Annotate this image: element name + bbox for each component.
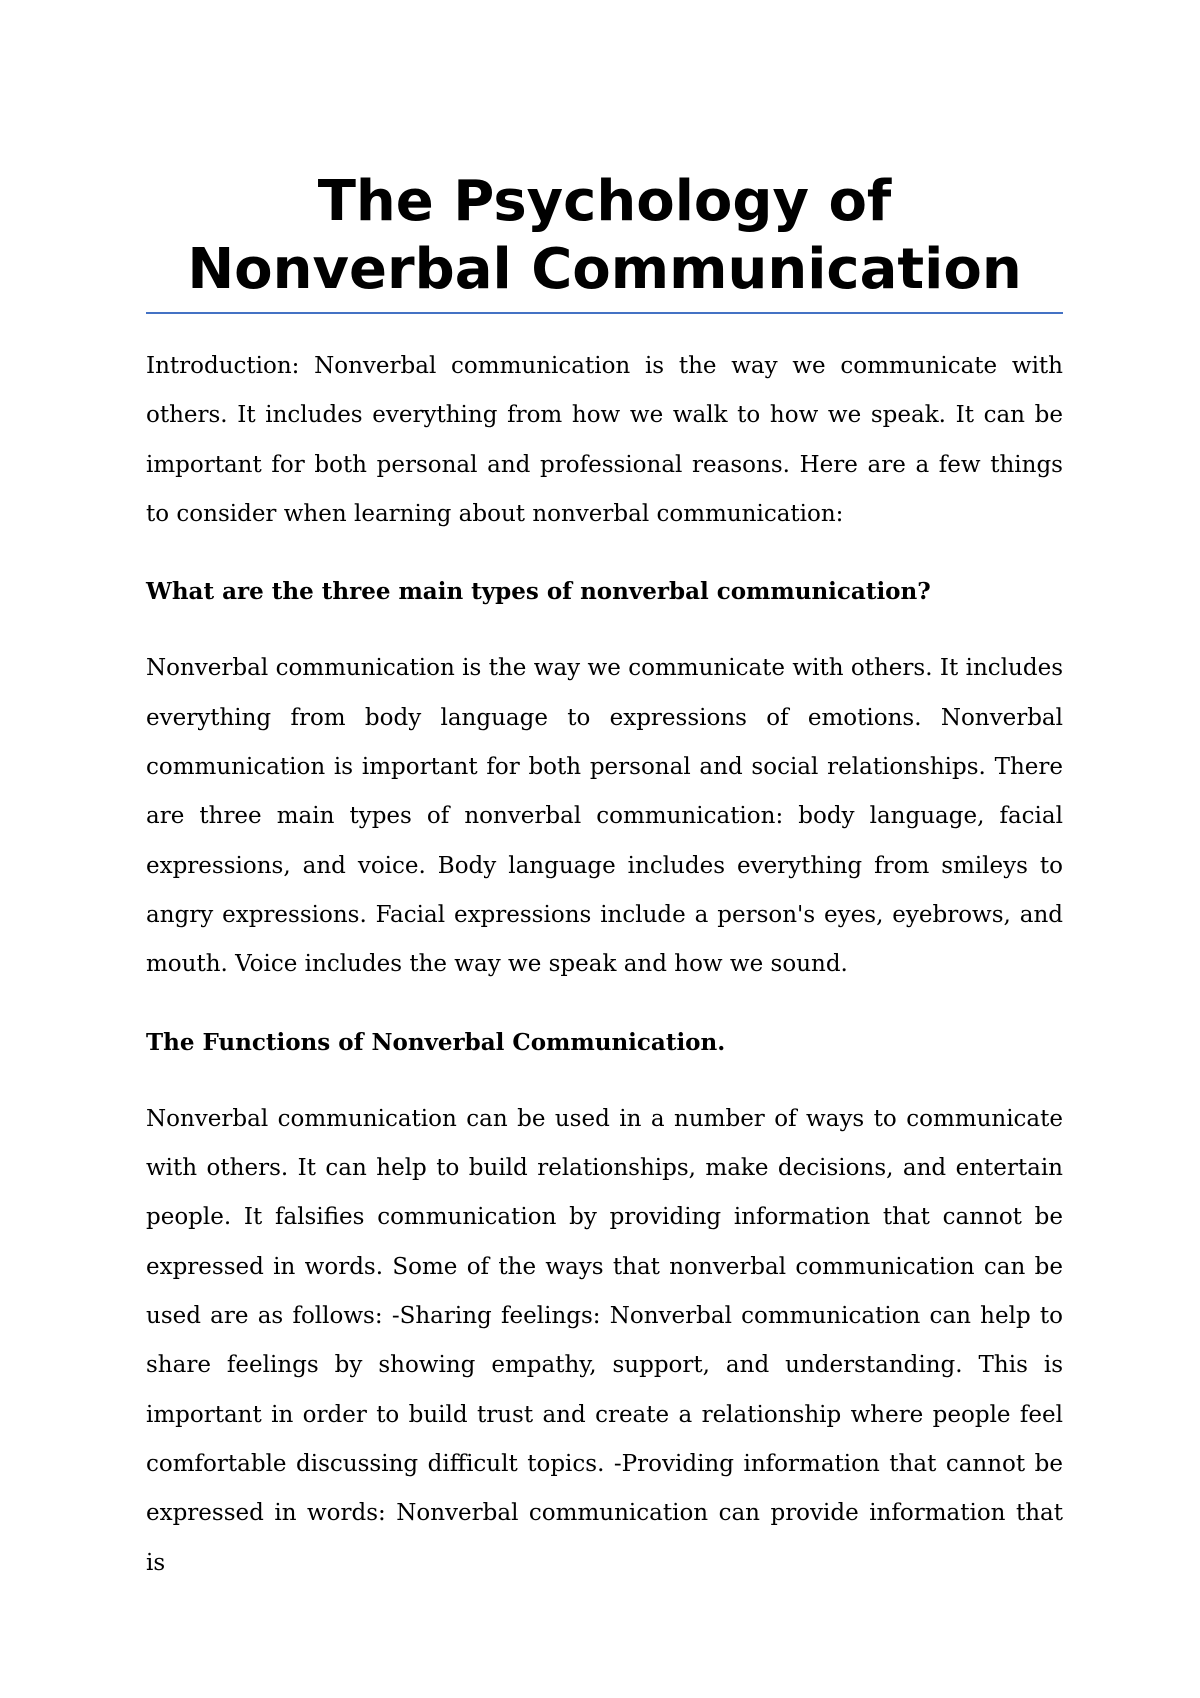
title-line-1: The Psychology of	[317, 169, 892, 234]
document-body	[146, 168, 1063, 1588]
title-underline	[146, 312, 1063, 314]
section-heading-functions: The Functions of Nonverbal Communication.	[146, 1028, 726, 1056]
types-paragraph: Nonverbal communication is the way we communicate with others. It includes everything from body language to expressions of emotions. Nonverbal communication is important for both personal and social relationships. There are three main types of nonverbal communication: body language, facial expressions, and voice. Body language includes everything from smileys to angry expressions. Facial expressions include a person's eyes, eyebrows, and mouth. Voice includes the way we speak and how we sound.	[146, 655, 1063, 978]
section-heading-types: What are the three main types of nonverbal communication?	[146, 578, 931, 606]
intro-paragraph: Introduction: Nonverbal communication is the way we communicate with others. It includes everything from how we walk to how we speak. It can be important for both personal and professional reasons. Here are a few things to consider when learning about nonverbal communication:	[146, 353, 1063, 527]
document-title	[146, 168, 1063, 304]
functions-paragraph: Nonverbal communication can be used in a number of ways to communicate with others. It can help to build relationships, make decisions, and entertain people. It falsifies communication by providing information that cannot be expressed in words. Some of the ways that nonverbal communication can be used are as follows: -Sharing feelings: Nonverbal communication can help to share feelings by showing empathy, support, and understanding. This is important in order to build trust and create a relationship where people feel comfortable discussing difficult topics. -Providing information that cannot be expressed in words: Nonverbal communication can provide information that is	[146, 1105, 1063, 1576]
title-line-2: Nonverbal Communication	[187, 237, 1022, 302]
